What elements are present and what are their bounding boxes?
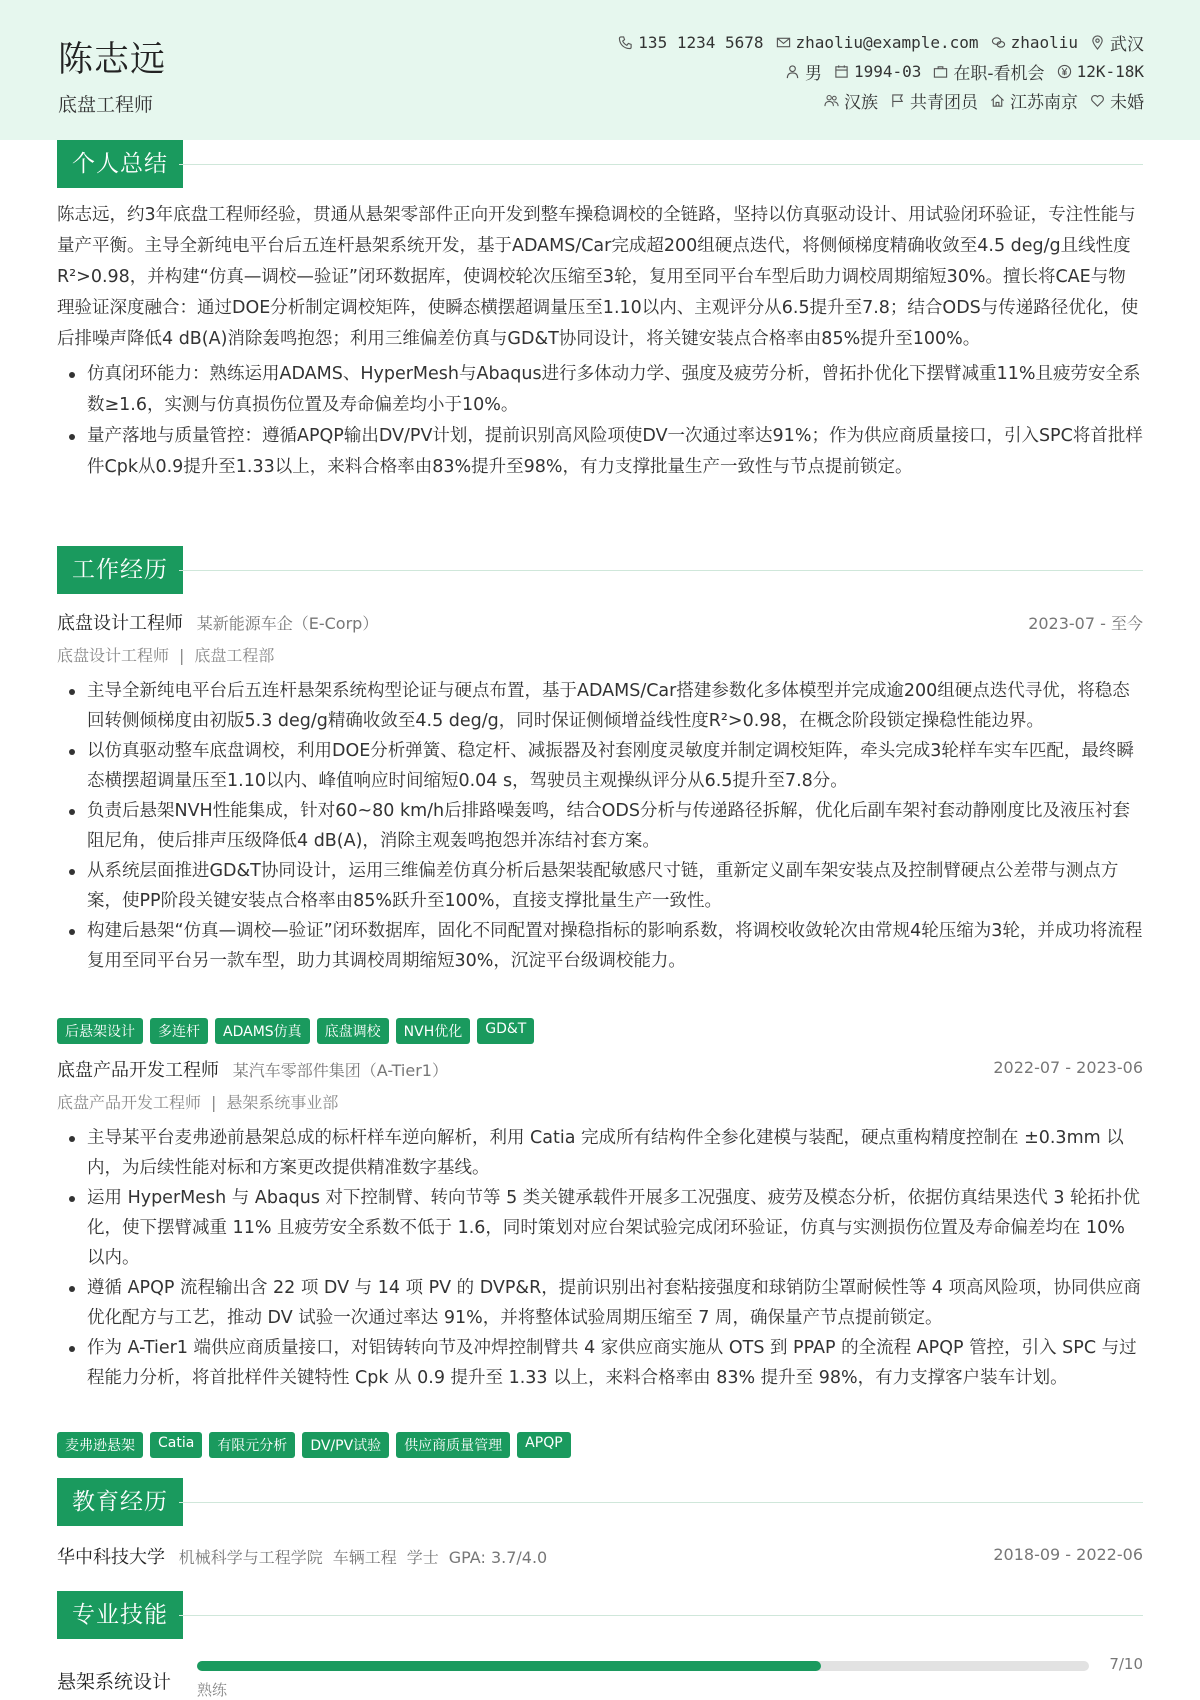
wechat-icon xyxy=(991,35,1006,50)
section-education-title: 教育经历 xyxy=(57,1478,183,1526)
flag-icon xyxy=(890,93,905,108)
ethnicity-item xyxy=(824,88,878,113)
marital-item xyxy=(1090,88,1144,113)
skill-tag: DV/PV试验 xyxy=(302,1432,389,1458)
wechat-text: zhaoliu xyxy=(1010,33,1078,52)
job-bullet: 负责后悬架NVH性能集成，针对60~80 km/h后排路噪轰鸣，结合ODS分析与传递路径拆解，优化后副车架衬套动静刚度比及液压衬套阻尼角，使后排声压级降低4 dB(A)，消除主观轰鸣抱怨并冻结衬套方案。 xyxy=(87,796,1143,856)
skill-tag: 底盘调校 xyxy=(317,1018,389,1044)
ethnicity-text: 汉族 xyxy=(844,93,878,113)
gpa: GPA: 3.7/4.0 xyxy=(448,1548,548,1567)
location-icon xyxy=(1090,35,1105,50)
skill-tag: 供应商质量管理 xyxy=(396,1432,510,1458)
candidate-name: 陈志远 xyxy=(58,40,167,80)
job-position: 底盘设计工程师 xyxy=(57,646,170,665)
job-tags xyxy=(57,1432,571,1458)
section-work-title: 工作经历 xyxy=(57,546,183,594)
heart-icon xyxy=(1090,93,1105,108)
candidate-title: 底盘工程师 xyxy=(58,94,154,116)
summary-paragraph: 陈志远，约3年底盘工程师经验，贯通从悬架零部件正向开发到整车操稳调校的全链路，坚持以仿真驱动设计、用试验闭环验证，专注性能与量产平衡。主导全新纯电平台后五连杆悬架系统开发，基于ADAMS/Car完成超200组硬点迭代，将侧倾梯度精确收敛至4.5 deg/g且线性度R²>0.98，并构建“仿真—调校—验证”闭环数据库，使调校轮次压缩至3轮，复用至同平台车型后助力调校周期缩短30%。擅长将CAE与物理验证深度融合：通过DOE分析制定调校矩阵，使瞬态横摆超调量压至1.10以内、主观评分从6.5提升至7.8；结合ODS与传递路径优化，使后排噪声降低4 dB(A)消除轰鸣抱怨；利用三维偏差仿真与GD&T协同设计，将关键安装点合格率由85%提升至100%。 xyxy=(57,205,1139,349)
job-bullet: 主导某平台麦弗逊前悬架总成的标杆样车逆向解析，利用 Catia 完成所有结构件全参化建模与装配，硬点重构精度控制在 ±0.3mm 以内，为后续性能对标和方案更改提供精准数字基线。 xyxy=(87,1123,1143,1183)
job-bullet: 主导全新纯电平台后五连杆悬架系统构型论证与硬点布置，基于ADAMS/Car搭建参数化多体模型并完成逾200组硬点迭代寻优，将稳态回转侧倾梯度由初版5.3 deg/g精确收敛至4.5 deg/g，同时保证侧倾增益线性度R²>0.98，在概念阶段锁定操稳性能边界。 xyxy=(87,676,1143,736)
politics-text: 共青团员 xyxy=(910,93,978,113)
summary-bullets xyxy=(57,359,1143,483)
job-subheader xyxy=(57,1090,338,1113)
job-bullet: 以仿真驱动整车底盘调校，利用DOE分析弹簧、稳定杆、减振器及衬套刚度灵敏度并制定调校矩阵，牵头完成3轮样车实车匹配，最终瞬态横摆超调量压至1.10以内、峰值响应时间缩短0.04 s，驾驶员主观操纵评分从6.5提升至7.8分。 xyxy=(87,736,1143,796)
email-icon xyxy=(776,35,791,50)
job-bullet: 作为 A-Tier1 端供应商质量接口，对铝铸转向节及冲焊控制臂共 4 家供应商实施从 OTS 到 PPAP 的全流程 APQP 管控，引入 SPC 与过程能力分析，将首批样件关键特性 Cpk 从 0.9 提升至 1.33 以上，来料合格率由 83% 提升至 98%，有力支撑客户装车计划。 xyxy=(87,1333,1143,1393)
section-divider xyxy=(179,164,1143,165)
college: 机械科学与工程学院 xyxy=(178,1548,323,1567)
phone-text: 135 1234 5678 xyxy=(638,33,764,52)
city-item xyxy=(1090,30,1144,55)
section-work-header xyxy=(57,546,1143,594)
job-position: 底盘产品开发工程师 xyxy=(57,1093,202,1112)
job-bullet: 运用 HyperMesh 与 Abaqus 对下控制臂、转向节等 5 类关键承载件开展多工况强度、疲劳及模态分析，依据仿真结果迭代 3 轮拓扑优化，使下摆臂减重 11% 且疲劳安全系数不低于 1.6，同时策划对应台架试验完成闭环验证，仿真与实测损伤位置及寿命偏差均在 10% 以内。 xyxy=(87,1183,1143,1273)
education-meta xyxy=(179,1548,558,1567)
money-icon xyxy=(1057,64,1072,79)
hometown-item xyxy=(990,88,1078,113)
person-icon xyxy=(785,64,800,79)
section-divider xyxy=(179,1502,1143,1503)
section-skills-header xyxy=(57,1591,1143,1639)
birth-text: 1994-03 xyxy=(853,62,922,81)
gender-item xyxy=(785,59,822,84)
skill-level: 熟练 xyxy=(197,1681,228,1699)
job-company: 某新能源车企（E-Corp） xyxy=(196,614,379,633)
job-department: 悬架系统事业部 xyxy=(226,1093,339,1112)
skill-tag: Catia xyxy=(150,1432,202,1458)
job-bullet: 从系统层面推进GD&T协同设计，运用三维偏差仿真分析后悬架装配敏感尺寸链，重新定义副车架安装点及控制臂硬点公差带与测点方案，使PP阶段关键安装点合格率由85%跃升至100%，直接支撑批量生产一致性。 xyxy=(87,856,1143,916)
personal-row xyxy=(785,59,1144,84)
skill-score: 7/10 xyxy=(1109,1655,1143,1673)
skill-tag: 后悬架设计 xyxy=(57,1018,143,1044)
summary-bullet: 量产落地与质量管控：遵循APQP输出DV/PV计划，提前识别高风险项使DV一次通过率达91%；作为供应商质量接口，引入SPC将首批样件Cpk从0.9提升至1.33以上，来料合格率由83%提升至98%，有力支撑批量生产一致性与节点提前锁定。 xyxy=(87,421,1143,483)
skill-progress-fill xyxy=(197,1661,821,1671)
summary-block xyxy=(57,200,1143,483)
section-summary-header xyxy=(57,140,1143,188)
job-date: 2022-07 - 2023-06 xyxy=(993,1058,1143,1077)
salary-item xyxy=(1057,62,1144,81)
resume-header xyxy=(0,0,1200,140)
birth-item xyxy=(834,62,921,81)
gender-text: 男 xyxy=(804,64,822,84)
status-item xyxy=(933,59,1044,84)
section-divider xyxy=(179,1615,1143,1616)
phone-item xyxy=(618,33,763,52)
job-bullet: 遵循 APQP 流程输出含 22 项 DV 与 14 项 PV 的 DVP&R，提前识别出衬套粘接强度和球销防尘罩耐候性等 4 项高风险项，协同供应商优化配方与工艺，推动 DV 试验一次通过率达 91%，并将整体试验周期压缩至 7 周，确保量产节点提前锁定。 xyxy=(87,1273,1143,1333)
skill-tag: 麦弗逊悬架 xyxy=(57,1432,143,1458)
email-text: zhaoliu@example.com xyxy=(795,33,979,52)
skill-tag: APQP xyxy=(517,1432,570,1458)
job-header xyxy=(57,609,1143,635)
education-date: 2018-09 - 2022-06 xyxy=(993,1545,1143,1564)
briefcase-icon xyxy=(933,64,948,79)
home-icon xyxy=(990,93,1005,108)
job-company: 某汽车零部件集团（A-Tier1） xyxy=(232,1061,448,1080)
section-divider xyxy=(179,570,1143,571)
skill-item xyxy=(57,1655,1143,1697)
major: 车辆工程 xyxy=(332,1548,397,1567)
section-education-header xyxy=(57,1478,1143,1526)
job-role: 底盘设计工程师 xyxy=(57,613,183,634)
skill-progress-track xyxy=(197,1661,1089,1671)
politics-item xyxy=(890,88,978,113)
job-date: 2023-07 - 至今 xyxy=(1028,614,1143,633)
phone-icon xyxy=(618,35,633,50)
job-bullets xyxy=(57,1123,1143,1393)
section-skills-title: 专业技能 xyxy=(57,1591,183,1639)
job-bullets xyxy=(57,676,1143,976)
wechat-item xyxy=(991,33,1078,52)
separator: | xyxy=(211,1093,217,1112)
job-department: 底盘工程部 xyxy=(194,646,275,665)
school-name: 华中科技大学 xyxy=(57,1547,165,1568)
degree: 学士 xyxy=(406,1548,439,1567)
skill-tag: 多连杆 xyxy=(150,1018,208,1044)
calendar-icon xyxy=(834,64,849,79)
section-summary-title: 个人总结 xyxy=(57,140,183,188)
summary-bullet: 仿真闭环能力：熟练运用ADAMS、HyperMesh与Abaqus进行多体动力学、强度及疲劳分析，曾拓扑优化下摆臂减重11%且疲劳安全系数≥1.6，实测与仿真损伤位置及寿命偏差均小于10%。 xyxy=(87,359,1143,421)
contact-row xyxy=(618,30,1144,55)
education-row xyxy=(57,1543,1143,1569)
separator: | xyxy=(179,646,185,665)
job-header xyxy=(57,1056,1143,1082)
city-text: 武汉 xyxy=(1110,35,1144,55)
marital-text: 未婚 xyxy=(1110,93,1144,113)
job-bullet: 构建后悬架“仿真—调校—验证”闭环数据库，固化不同配置对操稳指标的影响系数，将调校收敛轮次由常规4轮压缩为3轮，并成功将流程复用至同平台另一款车型，助力其调校周期缩短30%，沉淀平台级调校能力。 xyxy=(87,916,1143,976)
skill-tag: NVH优化 xyxy=(396,1018,471,1044)
hometown-text: 江苏南京 xyxy=(1010,93,1078,113)
background-row xyxy=(824,88,1144,113)
salary-text: 12K-18K xyxy=(1076,62,1144,81)
job-role: 底盘产品开发工程师 xyxy=(57,1060,219,1081)
skill-tag: 有限元分析 xyxy=(209,1432,295,1458)
job-tags xyxy=(57,1018,534,1044)
skill-tag: ADAMS仿真 xyxy=(215,1018,310,1044)
skill-tag: GD&T xyxy=(477,1018,534,1044)
skill-name: 悬架系统设计 xyxy=(57,1671,172,1693)
job-subheader xyxy=(57,643,274,666)
status-text: 在职-看机会 xyxy=(953,64,1045,84)
people-icon xyxy=(824,93,839,108)
email-item xyxy=(776,33,979,52)
